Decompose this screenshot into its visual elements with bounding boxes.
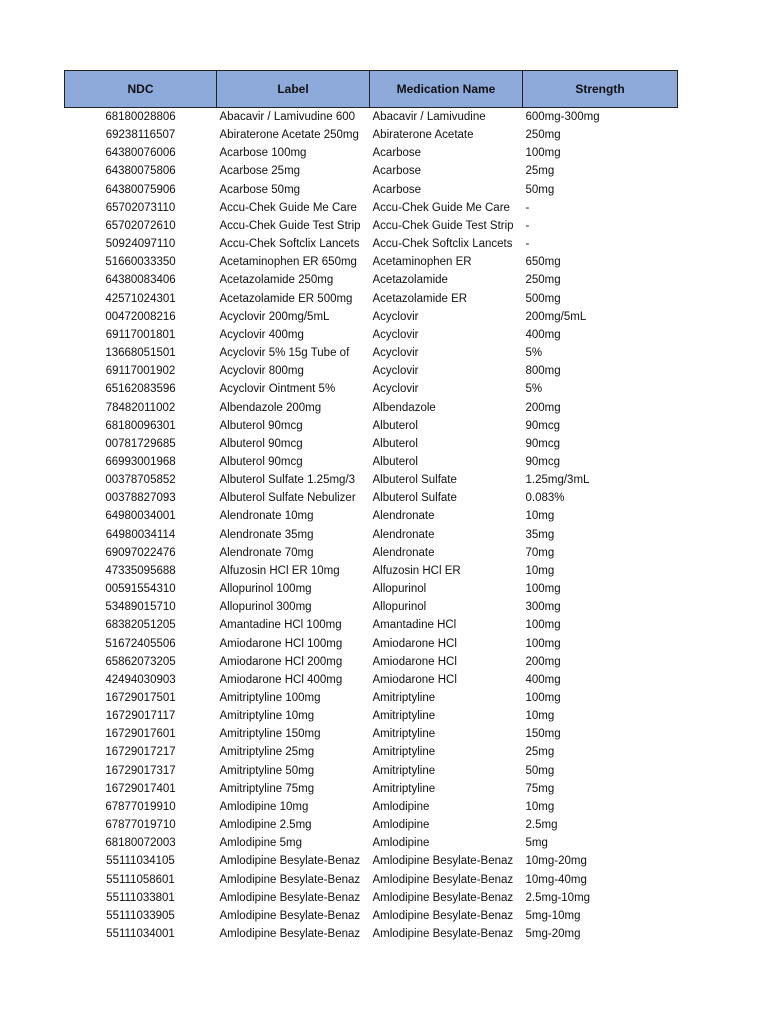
table-row xyxy=(65,780,678,798)
ndc-cell: 64380076006 xyxy=(105,147,176,160)
strength-cell: 300mg xyxy=(525,601,561,614)
medication-name-cell: Allopurinol xyxy=(372,583,427,596)
label-cell: Allopurinol 100mg xyxy=(219,583,312,596)
table-row xyxy=(65,362,678,380)
strength-cell: 600mg-300mg xyxy=(525,111,600,123)
ndc-cell: 00378705852 xyxy=(105,474,176,487)
label-cell: Alendronate 10mg xyxy=(219,510,314,523)
medication-name-cell: Amitriptyline xyxy=(372,710,436,723)
table-row xyxy=(65,126,678,144)
strength-cell: 2.5mg-10mg xyxy=(525,891,591,904)
label-cell: Acyclovir 5% 15g Tube of xyxy=(219,347,350,360)
medication-name-cell: Amitriptyline xyxy=(372,692,436,704)
table-row xyxy=(65,907,678,925)
ndc-cell: 64380083406 xyxy=(105,274,176,287)
ndc-cell: 64980034114 xyxy=(105,528,176,541)
label-cell: Alfuzosin HCl ER 10mg xyxy=(219,564,340,577)
label-cell: Amlodipine Besylate-Benaz xyxy=(219,855,361,868)
label-cell: Accu-Chek Guide Me Care xyxy=(219,201,357,214)
table-row xyxy=(65,798,678,816)
label-cell: Amitriptyline 25mg xyxy=(219,746,315,759)
strength-cell: - xyxy=(525,238,530,251)
label-cell: Abiraterone Acetate 250mg xyxy=(219,129,359,142)
table-row xyxy=(65,580,678,598)
table-row xyxy=(65,671,678,689)
medication-name-cell: Albuterol xyxy=(372,455,418,468)
header-label: Label xyxy=(217,71,370,108)
medication-name-cell: Amantadine HCl xyxy=(372,619,457,632)
label-cell: Acarbose 100mg xyxy=(219,147,307,160)
strength-cell: 200mg/5mL xyxy=(525,310,587,323)
medication-name-cell: Acyclovir xyxy=(372,383,419,396)
label-cell: Albuterol 90mcg xyxy=(219,455,303,468)
ndc-cell: 55111034001 xyxy=(106,928,175,941)
strength-cell: 100mg xyxy=(525,637,561,650)
table-row xyxy=(65,489,678,507)
ndc-cell: 51660033350 xyxy=(105,256,176,269)
medication-name-cell: Amlodipine xyxy=(372,800,430,813)
medication-name-cell: Amlodipine Besylate-Benaz xyxy=(372,855,514,868)
medication-name-cell: Acyclovir xyxy=(372,347,419,360)
ndc-cell: 69117001801 xyxy=(105,328,176,341)
label-cell: Acyclovir 800mg xyxy=(219,365,304,378)
label-cell: Albuterol 90mcg xyxy=(219,419,303,432)
table-row xyxy=(65,871,678,889)
medication-name-cell: Albendazole xyxy=(372,401,436,414)
medication-name-cell: Acarbose xyxy=(372,165,422,178)
strength-cell: 150mg xyxy=(525,728,561,741)
strength-cell: - xyxy=(525,219,530,232)
strength-cell: 100mg xyxy=(525,147,561,160)
medication-name-cell: Acyclovir xyxy=(372,365,419,378)
ndc-cell: 68180028806 xyxy=(105,111,176,123)
ndc-cell: 66993001968 xyxy=(105,455,176,468)
medication-name-cell: Amiodarone HCl xyxy=(372,637,457,650)
medication-name-cell: Albuterol xyxy=(372,419,418,432)
medication-name-cell: Acyclovir xyxy=(372,328,419,341)
label-cell: Allopurinol 300mg xyxy=(219,601,312,614)
medication-name-cell: Alendronate xyxy=(372,546,435,559)
strength-cell: - xyxy=(525,201,530,214)
label-cell: Abacavir / Lamivudine 600 xyxy=(219,111,356,123)
header-medication-name: Medication Name xyxy=(370,71,523,108)
table-row xyxy=(65,453,678,471)
medication-name-cell: Amitriptyline xyxy=(372,746,436,759)
label-cell: Amiodarone HCl 400mg xyxy=(219,673,343,686)
ndc-cell: 00378827093 xyxy=(105,492,176,505)
medication-name-cell: Acarbose xyxy=(372,183,422,196)
table-row xyxy=(65,689,678,707)
ndc-cell: 55111034105 xyxy=(106,855,175,868)
strength-cell: 400mg xyxy=(525,673,561,686)
ndc-cell: 42494030903 xyxy=(105,673,176,686)
strength-cell: 10mg xyxy=(525,510,555,523)
medication-name-cell: Accu-Chek Guide Me Care xyxy=(372,201,510,214)
strength-cell: 10mg-40mg xyxy=(525,873,587,886)
medication-name-cell: Amlodipine Besylate-Benaz xyxy=(372,891,514,904)
ndc-cell: 42571024301 xyxy=(105,292,176,305)
ndc-cell: 65862073205 xyxy=(105,655,176,668)
medication-name-cell: Amlodipine Besylate-Benaz xyxy=(372,909,514,922)
label-cell: Alendronate 35mg xyxy=(219,528,314,541)
label-cell: Amlodipine 5mg xyxy=(219,837,302,850)
strength-cell: 100mg xyxy=(525,692,561,704)
header-strength: Strength xyxy=(523,71,678,108)
ndc-cell: 00472008216 xyxy=(105,310,176,323)
label-cell: Albuterol Sulfate 1.25mg/3 xyxy=(219,474,356,487)
table-row xyxy=(65,181,678,199)
strength-cell: 250mg xyxy=(525,274,561,287)
table-row xyxy=(65,199,678,217)
table-row xyxy=(65,162,678,180)
strength-cell: 25mg xyxy=(525,165,555,178)
medication-name-cell: Amiodarone HCl xyxy=(372,673,457,686)
strength-cell: 5% xyxy=(525,383,543,396)
ndc-cell: 00781729685 xyxy=(105,437,176,450)
header-row xyxy=(65,71,678,108)
ndc-cell: 16729017217 xyxy=(105,746,176,759)
table-row xyxy=(65,507,678,525)
table-row xyxy=(65,290,678,308)
ndc-cell: 68382051205 xyxy=(105,619,176,632)
table-row xyxy=(65,217,678,235)
ndc-cell: 65702073110 xyxy=(105,201,176,214)
ndc-cell: 69238116507 xyxy=(105,129,176,142)
medication-name-cell: Acarbose xyxy=(372,147,422,160)
strength-cell: 2.5mg xyxy=(525,819,558,832)
ndc-cell: 64980034001 xyxy=(105,510,176,523)
label-cell: Amlodipine Besylate-Benaz xyxy=(219,909,361,922)
table-row xyxy=(65,526,678,544)
ndc-cell: 69117001902 xyxy=(105,365,176,378)
ndc-cell: 65162083596 xyxy=(105,383,176,396)
table-row xyxy=(65,253,678,271)
table-row xyxy=(65,144,678,162)
label-cell: Acetazolamide ER 500mg xyxy=(219,292,353,305)
medication-name-cell: Albuterol xyxy=(372,437,418,450)
ndc-cell: 53489015710 xyxy=(105,601,176,614)
strength-cell: 200mg xyxy=(525,401,561,414)
strength-cell: 5mg-20mg xyxy=(525,928,581,941)
medication-name-cell: Amiodarone HCl xyxy=(372,655,457,668)
strength-cell: 100mg xyxy=(525,583,561,596)
table-body xyxy=(65,108,678,944)
label-cell: Acyclovir Ointment 5% xyxy=(219,383,336,396)
medication-name-cell: Amitriptyline xyxy=(372,764,436,777)
strength-cell: 650mg xyxy=(525,256,561,269)
medication-name-cell: Amitriptyline xyxy=(372,782,436,795)
medication-name-cell: Acyclovir xyxy=(372,310,419,323)
label-cell: Acetazolamide 250mg xyxy=(219,274,334,287)
table-row xyxy=(65,308,678,326)
label-cell: Amitriptyline 50mg xyxy=(219,764,315,777)
strength-cell: 25mg xyxy=(525,746,555,759)
label-cell: Amantadine HCl 100mg xyxy=(219,619,342,632)
ndc-cell: 65702072610 xyxy=(105,219,176,232)
strength-cell: 5mg xyxy=(525,837,548,850)
table-row xyxy=(65,707,678,725)
strength-cell: 800mg xyxy=(525,365,561,378)
ndc-cell: 68180096301 xyxy=(105,419,176,432)
table-row xyxy=(65,852,678,870)
label-cell: Amiodarone HCl 200mg xyxy=(219,655,343,668)
label-cell: Albuterol Sulfate Nebulizer xyxy=(219,492,356,505)
table-row xyxy=(65,471,678,489)
strength-cell: 50mg xyxy=(525,183,555,196)
strength-cell: 100mg xyxy=(525,619,561,632)
ndc-cell: 64380075806 xyxy=(105,165,176,178)
strength-cell: 5mg-10mg xyxy=(525,909,581,922)
strength-cell: 5% xyxy=(525,347,543,360)
ndc-cell: 16729017317 xyxy=(105,764,176,777)
label-cell: Alendronate 70mg xyxy=(219,546,314,559)
strength-cell: 50mg xyxy=(525,764,555,777)
strength-cell: 75mg xyxy=(525,782,555,795)
strength-cell: 0.083% xyxy=(525,492,565,505)
ndc-cell: 64380075906 xyxy=(105,183,176,196)
table-row xyxy=(65,653,678,671)
medication-name-cell: Alendronate xyxy=(372,528,435,541)
table-row xyxy=(65,762,678,780)
header-ndc: NDC xyxy=(65,71,217,108)
label-cell: Amlodipine 2.5mg xyxy=(219,819,312,832)
strength-cell: 10mg xyxy=(525,710,555,723)
ndc-cell: 00591554310 xyxy=(105,583,176,596)
ndc-cell: 47335095688 xyxy=(105,564,176,577)
strength-cell: 10mg xyxy=(525,800,555,813)
label-cell: Acetaminophen ER 650mg xyxy=(219,256,357,269)
label-cell: Albendazole 200mg xyxy=(219,401,322,414)
medication-name-cell: Amitriptyline xyxy=(372,728,436,741)
medication-name-cell: Acetaminophen ER xyxy=(372,256,472,269)
medication-name-cell: Abacavir / Lamivudine xyxy=(372,111,486,123)
label-cell: Amitriptyline 75mg xyxy=(219,782,315,795)
table-row xyxy=(65,417,678,435)
table-row xyxy=(65,344,678,362)
table-row xyxy=(65,326,678,344)
medication-table xyxy=(64,70,678,943)
medication-name-cell: Accu-Chek Guide Test Strip xyxy=(372,219,514,232)
spreadsheet xyxy=(64,70,677,943)
strength-cell: 250mg xyxy=(525,129,561,142)
table-row xyxy=(65,889,678,907)
label-cell: Amitriptyline 10mg xyxy=(219,710,315,723)
medication-name-cell: Allopurinol xyxy=(372,601,427,614)
strength-cell: 200mg xyxy=(525,655,561,668)
table-row xyxy=(65,816,678,834)
table-row xyxy=(65,235,678,253)
strength-cell: 10mg-20mg xyxy=(525,855,587,868)
table-row xyxy=(65,725,678,743)
medication-name-cell: Amlodipine Besylate-Benaz xyxy=(372,873,514,886)
ndc-cell: 16729017501 xyxy=(105,692,176,704)
table-row xyxy=(65,271,678,289)
table-row xyxy=(65,635,678,653)
ndc-cell: 55111033905 xyxy=(106,909,175,922)
table-row xyxy=(65,435,678,453)
table-row xyxy=(65,399,678,417)
table-header xyxy=(65,71,678,108)
medication-name-cell: Acetazolamide ER xyxy=(372,292,468,305)
label-cell: Acarbose 25mg xyxy=(219,165,301,178)
ndc-cell: 50924097110 xyxy=(105,238,176,251)
label-cell: Accu-Chek Guide Test Strip xyxy=(219,219,361,232)
medication-name-cell: Alendronate xyxy=(372,510,435,523)
medication-name-cell: Albuterol Sulfate xyxy=(372,492,457,505)
strength-cell: 10mg xyxy=(525,564,555,577)
label-cell: Amitriptyline 150mg xyxy=(219,728,321,741)
label-cell: Accu-Chek Softclix Lancets xyxy=(219,238,360,251)
strength-cell: 90mcg xyxy=(525,455,561,468)
ndc-cell: 51672405506 xyxy=(105,637,176,650)
label-cell: Amlodipine Besylate-Benaz xyxy=(219,891,361,904)
ndc-cell: 16729017401 xyxy=(105,782,176,795)
ndc-cell: 55111033801 xyxy=(106,891,175,904)
strength-cell: 400mg xyxy=(525,328,561,341)
ndc-cell: 68180072003 xyxy=(105,837,176,850)
medication-name-cell: Amlodipine xyxy=(372,819,430,832)
table-row xyxy=(65,834,678,852)
label-cell: Acarbose 50mg xyxy=(219,183,301,196)
ndc-cell: 55111058601 xyxy=(106,873,175,886)
medication-name-cell: Amlodipine Besylate-Benaz xyxy=(372,928,514,941)
medication-name-cell: Albuterol Sulfate xyxy=(372,474,457,487)
strength-cell: 500mg xyxy=(525,292,561,305)
table-row xyxy=(65,616,678,634)
label-cell: Amiodarone HCl 100mg xyxy=(219,637,343,650)
ndc-cell: 67877019710 xyxy=(105,819,176,832)
medication-name-cell: Accu-Chek Softclix Lancets xyxy=(372,238,513,251)
medication-name-cell: Amlodipine xyxy=(372,837,430,850)
medication-name-cell: Abiraterone Acetate xyxy=(372,129,474,142)
strength-cell: 90mcg xyxy=(525,437,561,450)
table-row xyxy=(65,108,678,127)
ndc-cell: 16729017117 xyxy=(105,710,176,723)
table-row xyxy=(65,925,678,943)
strength-cell: 1.25mg/3mL xyxy=(525,474,590,487)
table-row xyxy=(65,598,678,616)
medication-name-cell: Acetazolamide xyxy=(372,274,448,287)
medication-name-cell: Alfuzosin HCl ER xyxy=(372,564,461,577)
label-cell: Amlodipine Besylate-Benaz xyxy=(219,873,361,886)
strength-cell: 35mg xyxy=(525,528,555,541)
label-cell: Acyclovir 400mg xyxy=(219,328,304,341)
label-cell: Albuterol 90mcg xyxy=(219,437,303,450)
table-row xyxy=(65,544,678,562)
label-cell: Amlodipine Besylate-Benaz xyxy=(219,928,361,941)
strength-cell: 70mg xyxy=(525,546,555,559)
ndc-cell: 78482011002 xyxy=(105,401,176,414)
table-row xyxy=(65,380,678,398)
ndc-cell: 69097022476 xyxy=(105,546,176,559)
ndc-cell: 16729017601 xyxy=(105,728,176,741)
table-row xyxy=(65,562,678,580)
ndc-cell: 67877019910 xyxy=(105,800,176,813)
label-cell: Amlodipine 10mg xyxy=(219,800,309,813)
label-cell: Amitriptyline 100mg xyxy=(219,692,321,704)
label-cell: Acyclovir 200mg/5mL xyxy=(219,310,330,323)
table-row xyxy=(65,743,678,761)
ndc-cell: 13668051501 xyxy=(105,347,176,360)
strength-cell: 90mcg xyxy=(525,419,561,432)
